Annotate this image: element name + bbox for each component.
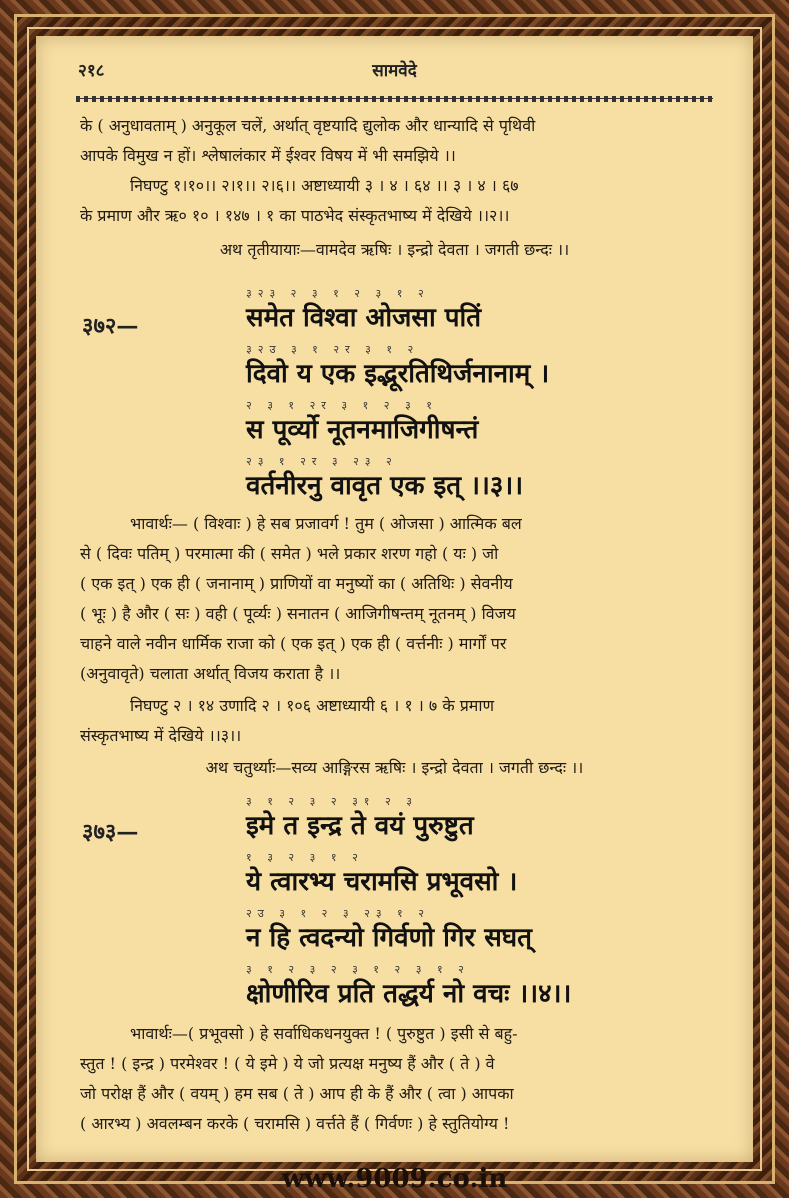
accent-marks: २३ १ २र ३ २३ २: [246, 455, 398, 468]
verse-number: ३७२—: [82, 313, 139, 339]
header-divider: [76, 96, 713, 102]
page-title: सामवेदे: [372, 61, 417, 81]
rishi-line: अथ चतुर्थ्याः—सव्य आङ्गिरस ऋषिः । इन्द्रो देवता । जगती छन्दः ।।: [205, 758, 584, 777]
bhavartha-line: ( एक इत् ) एक ही ( जनानाम् ) प्राणियों वा मनुष्यों का ( अतिथिः ) सेवनीय: [80, 574, 513, 593]
bhavartha-line: भावार्थः—( प्रभूवसो ) हे सर्वाधिकधनयुक्त ! ( पुरुष्टुत ) इसी से बहु-: [130, 1024, 518, 1043]
text-line: के प्रमाण और ऋ० १० । १४७ । १ का पाठभेद संस्कृतभाष्य में देखिये ।।२।।: [80, 206, 510, 225]
bhavartha-line: ( आरभ्य ) अवलम्बन करके ( चरामसि ) वर्त्तते हैं ( गिर्वणः ) हे स्तुतियोग्य !: [80, 1114, 510, 1133]
accent-marks: १ ३ २ ३ १ २: [246, 851, 364, 864]
bhavartha-line: जो परोक्ष हैं और ( वयम् ) हम सब ( ते ) आप ही के हैं और ( त्वा ) आपका: [80, 1084, 514, 1103]
verse-line: समेत विश्वा ओजसा पतिं: [246, 303, 482, 333]
verse-number: ३७३—: [82, 819, 139, 845]
accent-marks: ३ १ २ ३ २ ३ १ २ ३ १ २: [246, 963, 470, 976]
text-line: के ( अनुधावताम् ) अनुकूल चलें, अर्थात् वृष्टयादि द्युलोक और धान्यादि से पृथिवी: [80, 116, 536, 135]
verse-line: ये त्वारभ्य चरामसि प्रभूवसो ।: [246, 867, 518, 897]
verse-line: क्षोणीरिव प्रति तद्धर्य नो वचः ।।४।।: [246, 979, 572, 1009]
page-number: २१८: [78, 61, 105, 81]
rishi-line: अथ तृतीयायाः—वामदेव ऋषिः । इन्द्रो देवता । जगती छन्दः ।।: [219, 240, 570, 259]
bhavartha-line: चाहने वाले नवीन धार्मिक राजा को ( एक इत् ) एक ही ( वर्त्तनीः ) मार्गों पर: [80, 634, 507, 653]
accent-marks: २ ३ १ २र ३ १ २ ३ १: [246, 399, 438, 412]
text-line: आपके विमुख न हों। श्लेषालंकार में ईश्वर विषय में भी समझिये ।।: [80, 146, 456, 165]
page-header: [78, 58, 711, 84]
bhavartha-line: से ( दिवः पतिम् ) परमात्मा की ( समेत ) भले प्रकार शरण गहो ( यः ) जो: [80, 544, 499, 563]
reference-line: निघण्टु २ । १४ उणादि २ । १०६ अष्टाध्यायी ६ । १ । ७ के प्रमाण: [130, 696, 495, 715]
verse-line: वर्तनीरनु वावृत एक इत् ।।३।।: [246, 471, 524, 501]
accent-marks: ३२३ २ ३ १ २ ३ १ २: [246, 287, 430, 300]
verse-line: दिवो य एक इद्भूरतिथिर्जनानाम् ।: [246, 359, 550, 389]
verse-line: इमे त इन्द्र ते वयं पुरुष्टुत: [246, 811, 474, 841]
bhavartha-line: ( भूः ) है और ( सः ) वही ( पूर्व्यः ) सनातन ( आजिगीषन्तम् नूतनम् ) विजय: [80, 604, 516, 623]
website-watermark: www.9009.co.in: [281, 1164, 508, 1194]
bhavartha-line: (अनुवावृते) चलाता अर्थात् विजय कराता है ।।: [80, 664, 341, 683]
verse-line: स पूर्व्यो नूतनमाजिगीषन्तं: [246, 415, 479, 445]
bhavartha-line: स्तुत ! ( इन्द्र ) परमेश्वर ! ( ये इमे ) ये जो प्रत्यक्ष मनुष्य हैं और ( ते ) वे: [80, 1054, 495, 1073]
accent-marks: ३ १ २ ३ २ ३१ २ ३: [246, 795, 418, 808]
accent-marks: २उ ३ १ २ ३ २३ १ २: [246, 907, 430, 920]
verse-line: न हि त्वदन्यो गिर्वणो गिर सघत्: [246, 923, 532, 953]
reference-line: संस्कृतभाष्य में देखिये ।।३।।: [80, 726, 242, 745]
accent-marks: ३२उ ३ १ २र ३ १ २: [246, 343, 420, 356]
page: [36, 36, 753, 1162]
text-line: निघण्टु १।१०।। २।१।। २।६।। अष्टाध्यायी ३ । ४ । ६४ ।। ३ । ४ । ६७: [130, 176, 519, 195]
bhavartha-line: भावार्थः— ( विश्वाः ) हे सब प्रजावर्ग ! तुम ( ओजसा ) आत्मिक बल: [130, 514, 522, 533]
